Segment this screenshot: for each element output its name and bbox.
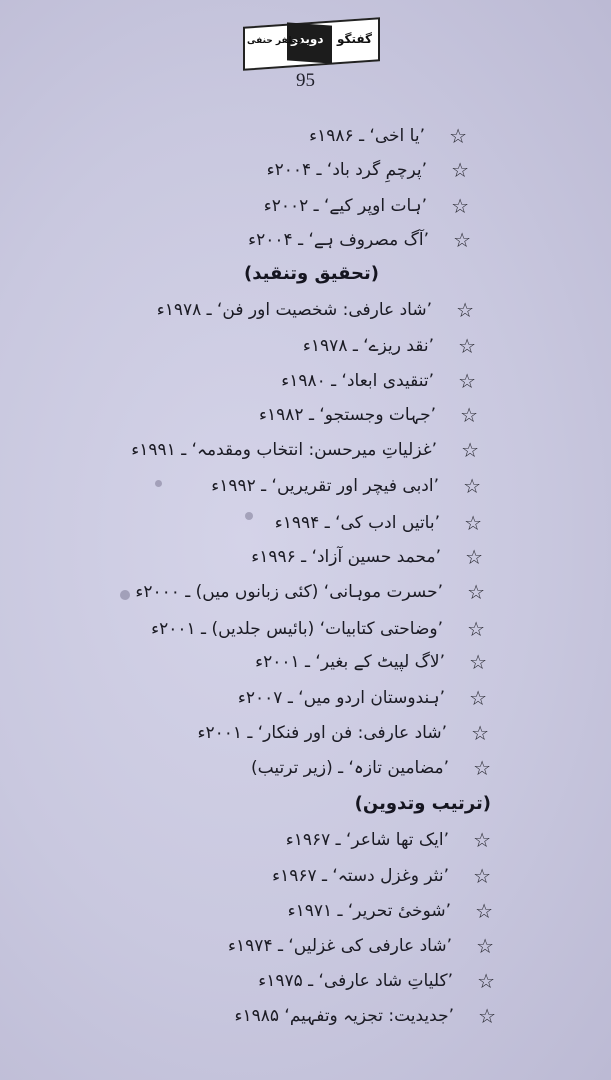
star-bullet-icon: ☆ (451, 158, 469, 182)
list-item (114, 934, 494, 964)
star-bullet-icon: ☆ (475, 899, 493, 923)
list-item-text: ’ہات اوپر کیے‘ ـ ۲۰۰۲ء (263, 196, 427, 216)
list-item-text: ’غزلیاتِ میرحسن: انتخاب ومقدمہ‘ ـ ۱۹۹۱ء (131, 440, 437, 460)
star-bullet-icon: ☆ (471, 721, 489, 745)
list-item (103, 545, 483, 575)
list-item (96, 369, 476, 399)
list-item-text: ’شوخیٔ تحریر‘ ـ ۱۹۷۱ء (287, 901, 451, 921)
list-item-text: ’لاگ لپیٹ کے بغیر‘ ـ ۲۰۰۱ء (255, 652, 445, 672)
list-item-text: ’ہندوستان اردو میں‘ ـ ۲۰۰۷ء (237, 688, 445, 708)
star-bullet-icon: ☆ (464, 511, 482, 535)
star-bullet-icon: ☆ (469, 686, 487, 710)
list-item (105, 580, 485, 610)
star-bullet-icon: ☆ (465, 545, 483, 569)
list-item (99, 438, 479, 468)
list-item-text: ’جہات وجستجو‘ ـ ۱۹۸۲ء (259, 405, 436, 425)
star-bullet-icon: ☆ (473, 864, 491, 888)
star-bullet-icon: ☆ (458, 369, 476, 393)
star-bullet-icon: ☆ (467, 580, 485, 604)
list-item-text: ’جدیدیت: تجزیہ وتفہیم‘ ۱۹۸۵ء (234, 1006, 454, 1026)
star-bullet-icon: ☆ (467, 617, 485, 641)
list-item-text: ’تنقیدی ابعاد‘ ـ ۱۹۸۰ء (281, 371, 434, 391)
list-item (107, 650, 487, 680)
paper-stain (155, 480, 162, 487)
list-item (115, 969, 495, 999)
list-item (102, 511, 482, 541)
list-item (101, 474, 481, 504)
list-item-text: ’شاد عارفی کی غزلیں‘ ـ ۱۹۷۴ء (228, 936, 452, 956)
book-title-banner (243, 22, 376, 68)
list-item-text: ’ادبی فیچر اور تقریریں‘ ـ ۱۹۹۲ء (211, 476, 439, 496)
star-bullet-icon: ☆ (451, 194, 469, 218)
list-item-text: ’وضاحتی کتابیات‘ (بائیس جلدیں) ـ ۲۰۰۱ء (151, 619, 443, 639)
list-item-text: ’محمد حسین آزاد‘ ـ ۱۹۹۶ء (251, 547, 441, 567)
list-item-text: ’شاد عارفی: فن اور فنکار‘ ـ ۲۰۰۱ء (197, 723, 447, 743)
list-item-text: ’حسرت موہانی‘ (کئی زبانوں میں) ـ ۲۰۰۰ء (135, 582, 443, 602)
list-item (107, 686, 487, 716)
list-item (111, 756, 491, 786)
list-item-text: ’باتیں ادب کی‘ ـ ۱۹۹۴ء (274, 513, 440, 533)
star-bullet-icon: ☆ (478, 1004, 496, 1028)
star-bullet-icon: ☆ (460, 403, 478, 427)
list-item (89, 194, 469, 224)
page-number: 95 (296, 70, 315, 91)
list-item (116, 1004, 496, 1034)
list-item-text: ’آگ مصروف ہے‘ ـ ۲۰۰۴ء (248, 230, 429, 250)
list-item (109, 721, 489, 751)
list-item (91, 228, 471, 258)
list-item-text: ’کلیاتِ شاد عارفی‘ ـ ۱۹۷۵ء (258, 971, 453, 991)
section-heading-research-criticism: (تحقیق وتنقید) (244, 263, 379, 284)
list-item-text: ’نقد ریزے‘ ـ ۱۹۷۸ء (302, 336, 434, 356)
star-bullet-icon: ☆ (456, 298, 474, 322)
list-item-text: ’نثر وغزل دستہ‘ ـ ۱۹۶۷ء (272, 866, 449, 886)
paper-stain (245, 512, 253, 520)
list-item (98, 403, 478, 433)
list-item-text: ’مضامین تازہ‘ ـ (زیر ترتیب) (251, 758, 449, 778)
list-item (96, 334, 476, 364)
section-heading-compilation: (ترتیب وتدوین) (354, 793, 491, 814)
list-item (89, 158, 469, 188)
star-bullet-icon: ☆ (449, 124, 467, 148)
star-bullet-icon: ☆ (477, 969, 495, 993)
list-item-text: ’شاد عارفی: شخصیت اور فن‘ ـ ۱۹۷۸ء (156, 300, 432, 320)
banner-title-middle: دوبدو (291, 32, 324, 46)
star-bullet-icon: ☆ (469, 650, 487, 674)
list-item-text: ’پرچمِ گرد باد‘ ـ ۲۰۰۴ء (266, 160, 427, 180)
list-item (87, 124, 467, 154)
star-bullet-icon: ☆ (453, 228, 471, 252)
list-item (111, 828, 491, 858)
banner-author: مظفر حنفی (247, 36, 303, 46)
star-bullet-icon: ☆ (476, 934, 494, 958)
list-item (94, 298, 474, 328)
list-item (113, 899, 493, 929)
list-item (111, 864, 491, 894)
star-bullet-icon: ☆ (461, 438, 479, 462)
star-bullet-icon: ☆ (458, 334, 476, 358)
list-item-text: ’ایک تھا شاعر‘ ـ ۱۹۶۷ء (285, 830, 449, 850)
list-item-text: ’یا اخی‘ ـ ۱۹۸۶ء (309, 126, 425, 146)
star-bullet-icon: ☆ (473, 756, 491, 780)
list-item (105, 617, 485, 647)
star-bullet-icon: ☆ (473, 828, 491, 852)
star-bullet-icon: ☆ (463, 474, 481, 498)
paper-stain (120, 590, 130, 600)
banner-title-right: گفتگو (336, 32, 372, 46)
